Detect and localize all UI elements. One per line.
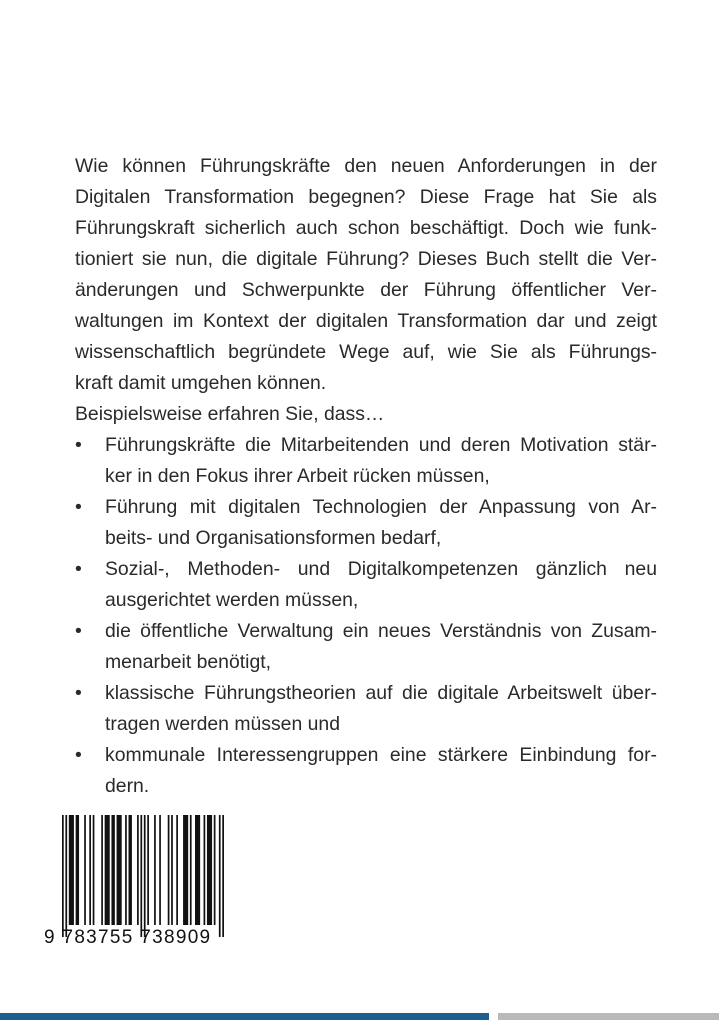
blurb-text — [75, 151, 657, 802]
intro-line: Führungskraft sicherlich auch schon beschäftigt. Doch wie funk- — [75, 217, 657, 239]
bullet-item — [75, 678, 657, 740]
barcode-bar — [101, 815, 103, 925]
barcode-bar — [159, 815, 161, 925]
bullet-item — [75, 616, 657, 678]
barcode-bar — [105, 815, 110, 925]
barcode-bar — [183, 815, 188, 925]
bullet-line: tragen werden müssen und — [105, 713, 340, 735]
bullet-line: ker in den Fokus ihrer Arbeit rücken müssen, — [105, 465, 490, 487]
barcode-bar — [111, 815, 114, 925]
barcode-bar — [154, 815, 156, 925]
barcode-guard-bar — [144, 815, 146, 937]
barcode-bar — [190, 815, 192, 925]
barcode-bar — [125, 815, 127, 925]
bullet-line: Führungskräfte die Mitarbeitenden und deren Motivation stär- — [105, 434, 657, 456]
barcode-guard-bar — [222, 815, 224, 937]
bullet-line: klassische Führungstheorien auf die digitale Arbeitswelt über- — [105, 682, 657, 704]
barcode-bar — [76, 815, 79, 925]
bullet-item — [75, 430, 657, 492]
barcode-bar — [84, 815, 86, 925]
barcode-bar — [93, 815, 95, 925]
intro-line: änderungen und Schwerpunkte der Führung öffentlicher Ver- — [75, 279, 657, 301]
barcode-guard-bar — [65, 815, 67, 937]
intro-line: Digitalen Transformation begegnen? Diese Frage hat Sie als — [75, 186, 657, 208]
barcode-bar — [117, 815, 122, 925]
barcode-bar — [69, 815, 74, 925]
barcode-guard-bar — [140, 815, 142, 937]
intro-line: Wie können Führungskräfte den neuen Anforderungen in der — [75, 155, 657, 177]
bullet-icon: • — [75, 682, 82, 704]
bullet-icon: • — [75, 558, 82, 580]
isbn-barcode — [44, 815, 226, 955]
footer-bar-grey — [498, 1013, 719, 1020]
bullet-line: Führung mit digitalen Technologien der Anpassung von Ar- — [105, 496, 657, 518]
barcode-bar — [171, 815, 173, 925]
barcode-bar — [168, 815, 170, 925]
bullet-icon: • — [75, 496, 82, 518]
bullet-line: ausgerichtet werden müssen, — [105, 589, 359, 611]
barcode-bar — [129, 815, 132, 925]
barcode-guard-bar — [219, 815, 221, 937]
intro-line: kraft damit umgehen können. — [75, 372, 327, 394]
barcode-bar — [137, 815, 139, 925]
barcode-guard-bar — [62, 815, 64, 937]
barcode-bar — [214, 815, 216, 925]
intro-line: wissenschaftlich begründete Wege auf, wie Sie als Führungs- — [75, 341, 657, 363]
barcode-bar — [89, 815, 91, 925]
bullet-line: die öffentliche Verwaltung ein neues Verständnis von Zusam- — [105, 620, 657, 642]
bullet-line: beits- und Organisationsformen bedarf, — [105, 527, 442, 549]
bullet-line: dern. — [105, 775, 150, 797]
barcode-bar — [176, 815, 178, 925]
bullet-line: kommunale Interessengruppen eine stärkere Einbindung for- — [105, 744, 657, 766]
bullet-line: menarbeit benötigt, — [105, 651, 272, 673]
barcode-bar — [147, 815, 149, 925]
barcode-bar — [204, 815, 206, 925]
bullet-item — [75, 492, 657, 554]
bullet-icon: • — [75, 620, 82, 642]
isbn-digits: 9 783755 738909 — [44, 927, 212, 948]
bullet-line: Sozial-, Methoden- und Digitalkompetenzen gänzlich neu — [105, 558, 657, 580]
intro-line: tioniert sie nun, die digitale Führung? Dieses Buch stellt die Ver- — [75, 248, 657, 270]
bullet-icon: • — [75, 744, 82, 766]
bullet-list — [75, 430, 657, 802]
intro-line: waltungen im Kontext der digitalen Transformation dar und zeigt — [75, 310, 657, 332]
bullet-item — [75, 740, 657, 802]
barcode-bar — [195, 815, 200, 925]
footer-bar-blue — [0, 1013, 489, 1020]
bullet-icon: • — [75, 434, 82, 456]
barcode-bar — [207, 815, 212, 925]
lead-in-text: Beispielsweise erfahren Sie, dass… — [75, 403, 385, 425]
barcode-bars — [62, 815, 224, 937]
bullet-item — [75, 554, 657, 616]
